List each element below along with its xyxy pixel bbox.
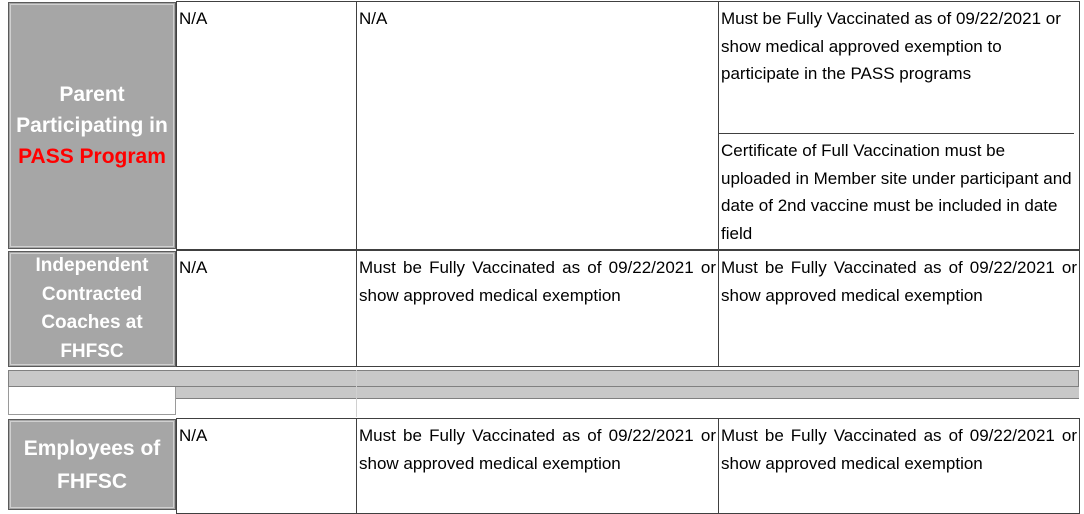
header-highlight: PASS Program xyxy=(18,145,166,168)
cell-employees-col2: Must be Fully Vaccinated as of 09/22/2021 or show approved medical exemption xyxy=(356,418,719,514)
cell-employees-col1: N/A xyxy=(176,418,357,514)
cell-employees-col3: Must be Fully Vaccinated as of 09/22/2021 or show approved medical exemption xyxy=(718,418,1080,514)
header-text: Employees of FHFSC xyxy=(23,436,161,493)
requirement-text: Must be Fully Vaccinated as of 09/22/2021 or show medical approved exemption to participate in the PASS programs xyxy=(721,9,1061,83)
cell-coaches-col3: Must be Fully Vaccinated as of 09/22/2021 or show approved medical exemption xyxy=(718,250,1080,367)
cell-parent-col1: N/A xyxy=(176,1,357,250)
spacer-row xyxy=(8,370,1079,387)
row-header-independent-coaches xyxy=(8,251,176,367)
header-line: Parent xyxy=(59,83,125,106)
spacer-cell xyxy=(8,387,176,415)
divider xyxy=(356,370,357,417)
certificate-text: Certificate of Full Vaccination must be uploaded in Member site under participant and date of 2nd vaccine must be included in date field xyxy=(721,141,1072,243)
row-header-parent-pass xyxy=(8,2,176,249)
cell-coaches-col1: N/A xyxy=(176,250,357,367)
spacer-row xyxy=(176,387,1079,399)
row-header-employees xyxy=(8,419,176,510)
cell-coaches-col2: Must be Fully Vaccinated as of 09/22/2021 or show approved medical exemption xyxy=(356,250,719,367)
header-text: Independent Contracted Coaches at FHFSC xyxy=(35,255,149,362)
header-line: Participating in xyxy=(16,114,168,137)
cell-parent-col2: N/A xyxy=(356,1,719,250)
cell-parent-col3 xyxy=(718,1,1080,250)
